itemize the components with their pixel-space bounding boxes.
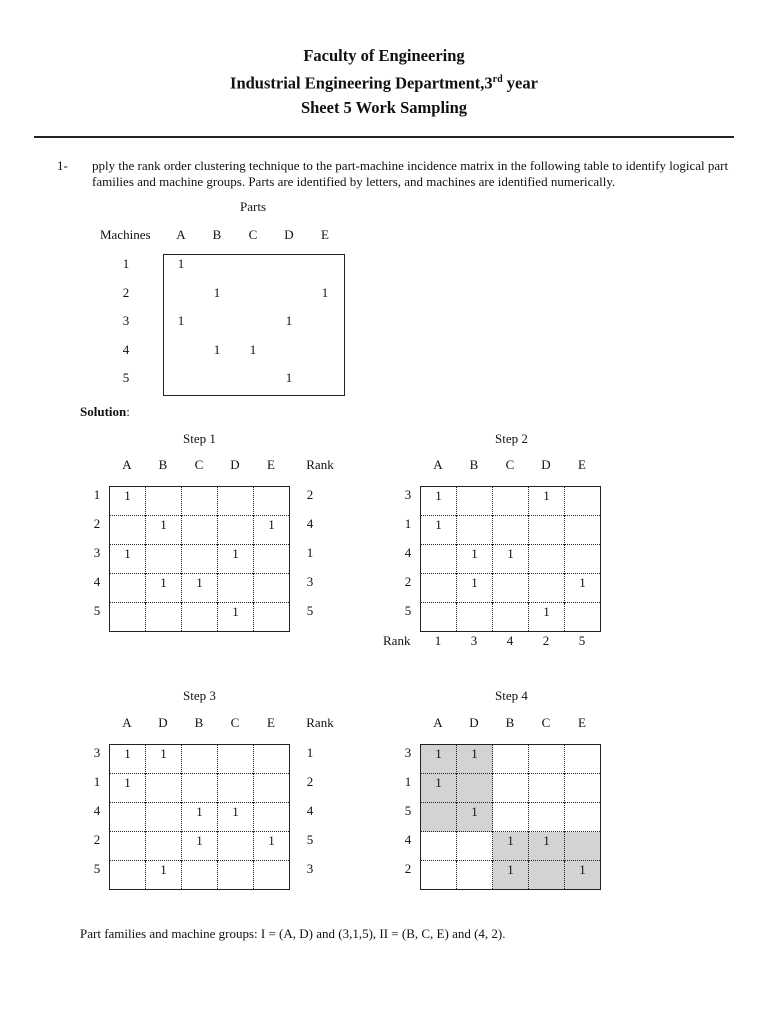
column-header: D <box>541 457 551 472</box>
grid-cell: 1 <box>218 803 254 832</box>
grid-cell <box>218 745 254 774</box>
parts-label: Parts <box>240 199 266 214</box>
grid-cell: 1 <box>529 487 565 516</box>
table-row <box>110 487 290 516</box>
machine-label: 1 <box>404 516 412 531</box>
machine-label: 2 <box>404 574 412 589</box>
grid-cell <box>457 516 493 545</box>
table-row <box>421 745 601 774</box>
row-rank: 2 <box>306 487 314 502</box>
grid-cell <box>110 832 146 861</box>
table-row <box>421 861 601 890</box>
grid-cell <box>146 603 182 632</box>
machine-label: 5 <box>93 861 101 876</box>
header-divider <box>34 136 734 138</box>
grid-cell <box>254 745 290 774</box>
grid-cell <box>457 603 493 632</box>
table-row <box>421 487 601 516</box>
grid-cell <box>146 774 182 803</box>
question-text: pply the rank order clustering technique to the part-machine incidence matrix in the following table to identify logical part families and machine groups. Parts are identified by letters, and machines are identified numerically. <box>92 158 729 189</box>
row-rank: 1 <box>306 545 314 560</box>
column-header: D <box>158 715 168 730</box>
grid-cell <box>565 832 601 861</box>
step-title: Step 4 <box>495 688 528 703</box>
table-row <box>421 516 601 545</box>
machine-label: 4 <box>404 545 412 560</box>
table-row <box>110 861 290 890</box>
grid-cell <box>565 803 601 832</box>
table-row <box>421 574 601 603</box>
grid-cell: 1 <box>421 774 457 803</box>
grid-cell <box>182 745 218 774</box>
matrix-cell: 1 <box>285 370 293 385</box>
grid-cell <box>218 774 254 803</box>
table-row <box>421 603 601 632</box>
grid-cell: 1 <box>182 832 218 861</box>
grid-cell: 1 <box>110 545 146 574</box>
column-header: E <box>267 457 275 472</box>
grid-cell <box>421 832 457 861</box>
grid-cell <box>529 745 565 774</box>
step-grid <box>109 744 290 890</box>
machine-label: 5 <box>404 803 412 818</box>
column-header: B <box>505 715 515 730</box>
grid-cell <box>254 603 290 632</box>
grid-cell <box>110 861 146 890</box>
machine-label: 1 <box>93 487 101 502</box>
document-header <box>0 44 768 120</box>
machine-label: 4 <box>93 574 101 589</box>
grid-cell <box>218 861 254 890</box>
grid-cell: 1 <box>457 803 493 832</box>
grid-cell <box>421 861 457 890</box>
grid-cell <box>218 487 254 516</box>
grid-cell <box>529 574 565 603</box>
grid-cell <box>529 803 565 832</box>
grid-cell <box>493 487 529 516</box>
column-rank: 4 <box>506 633 514 648</box>
machine-label: 1 <box>404 774 412 789</box>
grid-cell: 1 <box>529 832 565 861</box>
grid-cell <box>182 774 218 803</box>
matrix-cell: 1 <box>321 284 329 300</box>
grid-cell <box>565 516 601 545</box>
table-row <box>110 516 290 545</box>
faculty-title: Faculty of Engineering <box>303 46 465 65</box>
machine-label: 1 <box>122 256 130 271</box>
grid-cell: 1 <box>421 516 457 545</box>
row-rank: 5 <box>306 832 314 847</box>
grid-cell <box>254 803 290 832</box>
table-row <box>110 832 290 861</box>
grid-cell <box>493 803 529 832</box>
row-rank: 1 <box>306 745 314 760</box>
grid-cell <box>182 603 218 632</box>
matrix-cell: 1 <box>249 341 257 357</box>
step-grid <box>420 744 601 890</box>
grid-cell: 1 <box>254 832 290 861</box>
grid-cell: 1 <box>182 574 218 603</box>
row-rank: 2 <box>306 774 314 789</box>
grid-cell <box>421 574 457 603</box>
row-rank: 4 <box>306 803 314 818</box>
grid-cell <box>493 745 529 774</box>
machines-label: Machines <box>100 227 151 242</box>
grid-cell <box>457 774 493 803</box>
grid-cell <box>565 545 601 574</box>
machine-label: 4 <box>404 832 412 847</box>
solution-label: Solution: <box>80 404 130 419</box>
table-row <box>110 774 290 803</box>
grid-cell <box>457 487 493 516</box>
machine-label: 3 <box>404 745 412 760</box>
grid-cell <box>421 803 457 832</box>
machine-label: 3 <box>93 545 101 560</box>
grid-cell <box>565 745 601 774</box>
grid-cell <box>565 774 601 803</box>
grid-cell <box>254 861 290 890</box>
grid-cell <box>421 603 457 632</box>
grid-cell <box>110 803 146 832</box>
column-header: B <box>469 457 479 472</box>
grid-cell <box>182 516 218 545</box>
grid-cell <box>218 832 254 861</box>
grid-cell: 1 <box>421 745 457 774</box>
grid-cell: 1 <box>146 516 182 545</box>
grid-cell: 1 <box>457 545 493 574</box>
rank-header: Rank <box>306 457 334 472</box>
step-grid <box>420 486 601 632</box>
grid-cell <box>529 774 565 803</box>
grid-cell <box>529 516 565 545</box>
grid-cell: 1 <box>146 861 182 890</box>
machine-label: 5 <box>93 603 101 618</box>
grid-cell <box>421 545 457 574</box>
sheet-title: Sheet 5 Work Sampling <box>300 97 468 117</box>
machine-label: 1 <box>93 774 101 789</box>
matrix-cell: 1 <box>213 341 221 357</box>
step-title: Step 1 <box>183 431 216 446</box>
column-header: B <box>212 227 222 242</box>
column-header: D <box>284 227 294 242</box>
grid-cell <box>565 487 601 516</box>
matrix-cell: 1 <box>285 313 293 328</box>
machine-label: 4 <box>93 803 101 818</box>
row-rank: 3 <box>306 861 314 876</box>
row-rank: 4 <box>306 516 314 531</box>
step-grid <box>109 486 290 632</box>
machine-label: 5 <box>404 603 412 618</box>
machine-label: 2 <box>404 861 412 876</box>
grid-cell: 1 <box>493 861 529 890</box>
grid-cell: 1 <box>218 545 254 574</box>
column-header: A <box>122 457 132 472</box>
grid-cell: 1 <box>218 603 254 632</box>
grid-cell <box>182 487 218 516</box>
grid-cell: 1 <box>182 803 218 832</box>
machine-label: 2 <box>122 284 130 300</box>
grid-cell: 1 <box>565 861 601 890</box>
machine-label: 2 <box>93 832 101 847</box>
column-header: C <box>230 715 240 730</box>
grid-cell <box>529 545 565 574</box>
grid-cell <box>457 861 493 890</box>
column-header: E <box>321 227 329 242</box>
column-header: E <box>578 715 586 730</box>
grid-cell <box>254 545 290 574</box>
column-header: C <box>248 227 258 242</box>
table-row <box>421 774 601 803</box>
matrix-cell: 1 <box>213 284 221 300</box>
table-row <box>110 574 290 603</box>
question-number: 1- <box>57 158 68 173</box>
table-row <box>421 832 601 861</box>
column-header: C <box>541 715 551 730</box>
column-header: D <box>469 715 479 730</box>
machine-label: 2 <box>93 516 101 531</box>
machine-label: 5 <box>122 370 130 385</box>
rank-header: Rank <box>306 715 334 730</box>
column-header: A <box>433 457 443 472</box>
grid-cell <box>182 861 218 890</box>
grid-cell: 1 <box>435 488 442 503</box>
table-row <box>110 803 290 832</box>
matrix-cell: 1 <box>177 313 185 328</box>
column-header: B <box>194 715 204 730</box>
grid-cell: 1 <box>529 603 565 632</box>
column-rank: 2 <box>542 633 550 648</box>
grid-cell <box>493 516 529 545</box>
grid-cell <box>182 545 218 574</box>
grid-cell <box>146 803 182 832</box>
grid-cell <box>146 545 182 574</box>
grid-cell <box>457 832 493 861</box>
row-rank: 3 <box>306 574 314 589</box>
column-rank: 3 <box>470 633 478 648</box>
grid-cell: 1 <box>457 745 493 774</box>
grid-cell: 1 <box>565 574 601 603</box>
grid-cell <box>218 574 254 603</box>
table-row <box>421 545 601 574</box>
table-row <box>421 803 601 832</box>
step-title: Step 2 <box>495 431 528 446</box>
grid-cell <box>218 516 254 545</box>
column-header: B <box>158 457 168 472</box>
grid-cell <box>110 603 146 632</box>
grid-cell: 1 <box>124 746 131 761</box>
grid-cell <box>146 487 182 516</box>
grid-cell: 1 <box>493 545 529 574</box>
grid-cell <box>254 574 290 603</box>
grid-cell: 1 <box>124 488 131 503</box>
grid-cell <box>146 832 182 861</box>
rank-label: Rank <box>383 633 411 648</box>
grid-cell <box>529 861 565 890</box>
column-header: A <box>122 715 132 730</box>
matrix-cell: 1 <box>177 256 185 271</box>
column-rank: 1 <box>434 633 442 648</box>
department-title: Industrial Engineering Department,3rd year <box>230 73 538 93</box>
table-row <box>110 745 290 774</box>
grid-cell <box>110 574 146 603</box>
grid-cell: 1 <box>146 574 182 603</box>
column-header: C <box>194 457 204 472</box>
grid-cell <box>254 774 290 803</box>
row-rank: 5 <box>306 603 314 618</box>
table-row <box>110 603 290 632</box>
column-header: A <box>433 715 443 730</box>
grid-cell <box>493 603 529 632</box>
grid-cell: 1 <box>110 774 146 803</box>
column-header: D <box>230 457 240 472</box>
grid-cell <box>565 603 601 632</box>
column-header: A <box>176 227 186 242</box>
table-row <box>110 545 290 574</box>
column-header: E <box>578 457 586 472</box>
machine-label: 3 <box>93 745 101 760</box>
conclusion-text: Part families and machine groups: I = (A, D) and (3,1,5), II = (B, C, E) and (4, 2). <box>80 926 506 941</box>
machine-label: 4 <box>122 341 130 357</box>
machine-label: 3 <box>122 313 130 328</box>
column-header: E <box>267 715 275 730</box>
grid-cell: 1 <box>146 745 182 774</box>
grid-cell <box>254 487 290 516</box>
grid-cell <box>493 774 529 803</box>
grid-cell <box>110 516 146 545</box>
machine-label: 3 <box>404 487 412 502</box>
grid-cell <box>493 574 529 603</box>
column-rank: 5 <box>578 633 586 648</box>
step-title: Step 3 <box>183 688 216 703</box>
grid-cell: 1 <box>493 832 529 861</box>
grid-cell: 1 <box>457 574 493 603</box>
grid-cell: 1 <box>254 516 290 545</box>
column-header: C <box>505 457 515 472</box>
